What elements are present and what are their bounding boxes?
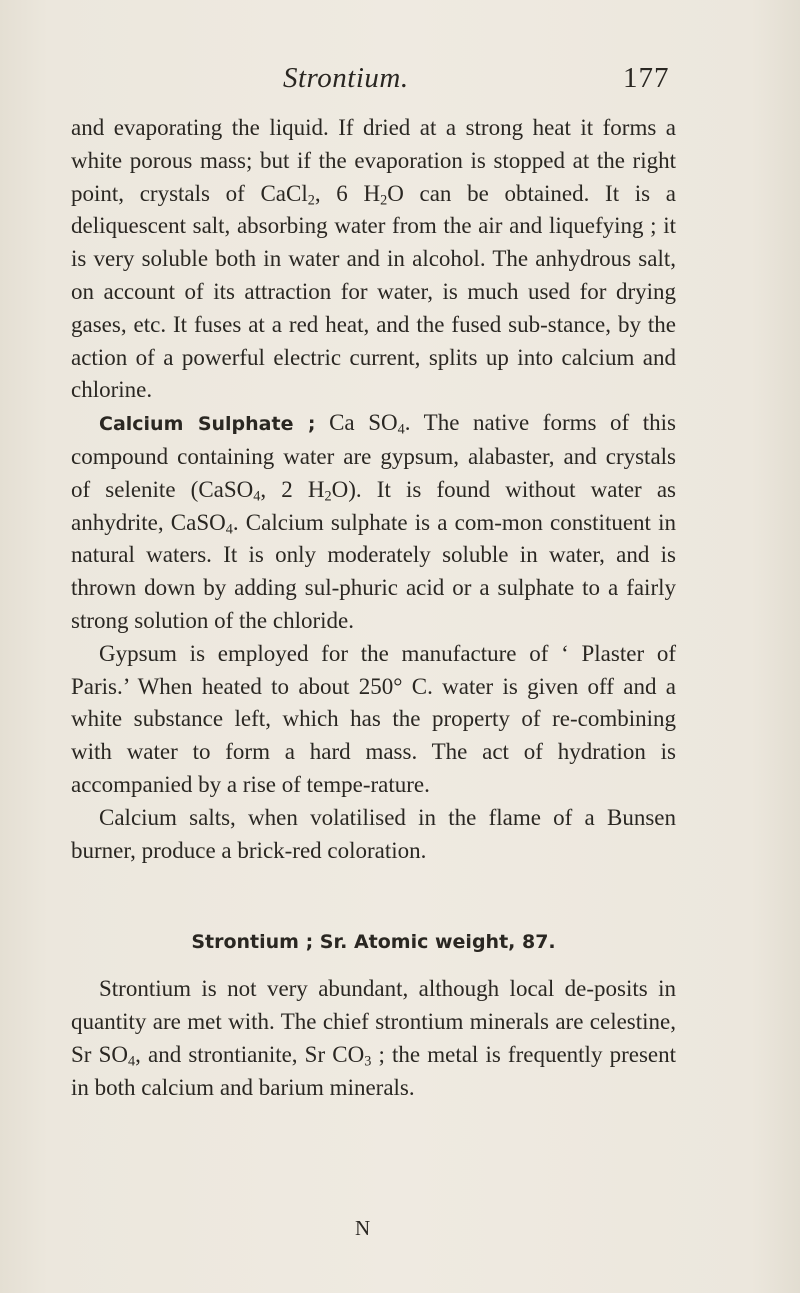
page-number: 177	[623, 62, 670, 94]
signature-mark: N	[355, 1216, 371, 1240]
paragraph-calcium-sulphate	[71, 407, 676, 638]
subscript: 2	[324, 488, 332, 505]
paragraph-text: . The native forms of this compound containing water are gypsum, alabaster, and crystals of selenite (CaSO	[71, 410, 677, 502]
paragraph-text: O can be obtained. It is a deliquescent salt, absorbing water from the air and liquefying ; it is very soluble both in water and in alcohol. The anhydrous salt, on account of its attraction for water, is much used for drying gases, etc. It fuses at a red heat, and the fused sub-stance, by the action of a powerful electric current, splits up into calcium and chlorine.	[71, 180, 676, 403]
page-header	[0, 62, 800, 102]
paragraph-calcium-chloride	[71, 112, 676, 407]
subscript: 4	[253, 488, 261, 505]
paragraph-text: and evaporating the liquid. If dried at a strong heat it forms a white porous mass; but if the evaporation is stopped at the right point, crystals of CaCl	[71, 115, 676, 206]
paragraph-text: O). It is found without water as anhydrite, CaSO	[71, 476, 676, 535]
subscript: 3	[364, 1053, 372, 1070]
section-heading: Strontium ; Sr. Atomic weight, 87.	[191, 931, 556, 954]
paragraph-text: ; the metal is frequently present in both calcium and barium minerals.	[71, 1041, 676, 1100]
paragraph-text: Strontium is not very abundant, although local de-posits in quantity are met with. The chief strontium minerals are celestine, Sr SO	[71, 976, 676, 1067]
paragraph-text: , 2 H	[260, 476, 325, 502]
running-title: Strontium.	[283, 62, 409, 94]
subscript: 2	[307, 192, 315, 209]
body-text	[71, 112, 676, 1105]
paragraph-gypsum: Gypsum is employed for the manufacture of ‘ Plaster of Paris.’ When heated to about 250° C. water is given off and a white substance left, which has the property of re-combining with water to form a hard mass. The act of hydration is accompanied by a rise of tempe-rature.	[71, 640, 676, 797]
subscript: 4	[127, 1053, 136, 1070]
paragraph-lead: Calcium Sulphate ;	[99, 413, 316, 436]
subscript: 4	[397, 421, 405, 438]
paragraph-flame-test: Calcium salts, when volatilised in the flame of a Bunsen burner, produce a brick-red coloration.	[71, 804, 676, 863]
subscript: 2	[380, 192, 388, 209]
paragraph-text: , and strontianite, Sr CO	[135, 1041, 365, 1067]
paragraph-strontium	[71, 973, 676, 1104]
subscript: 4	[225, 521, 233, 538]
paragraph-text: Ca SO	[315, 410, 398, 436]
paragraph-text: , 6 H	[314, 180, 381, 206]
paragraph-text: . Calcium sulphate is a com-mon constituent in natural waters. It is only moderately soluble in water, and is thrown down by adding sul-phuric acid or a sulphate to a fairly strong solution of the chloride.	[71, 509, 677, 633]
